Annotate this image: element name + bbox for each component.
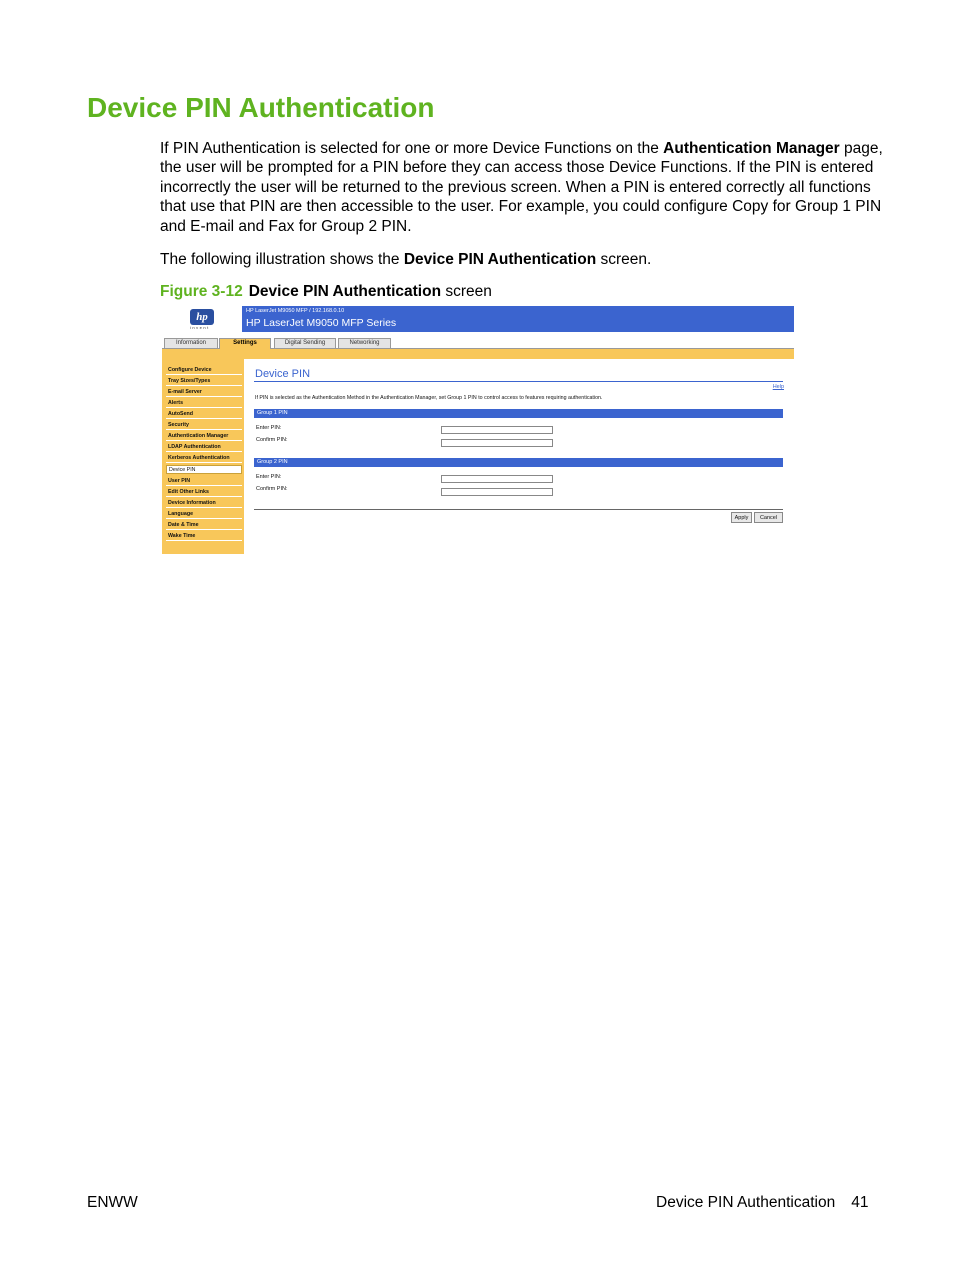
intro-text-2: page, the user will be prompted for a PIN before they can access those Device Functions. If the PIN is entered incorrectly the user will be returned to the previous screen. When a PIN is entered correctly all functions that use that PIN are then accessible to the user. For example, you could configure Copy for Group 1 PIN and E-mail and Fax for Group 2 PIN. xyxy=(160,140,883,235)
page-title: Device PIN Authentication xyxy=(87,92,435,123)
sidebar-item-date-time[interactable]: Date & Time xyxy=(166,521,242,530)
tab-information[interactable]: Information xyxy=(164,338,218,348)
illustration-bold: Device PIN Authentication xyxy=(403,251,597,268)
illustration-text-1: The following illustration shows the xyxy=(160,251,404,268)
group1-confirm-label: Confirm PIN: xyxy=(256,437,288,443)
group2-header: Group 2 PIN xyxy=(254,458,783,467)
sidebar-item-kerberos-authentication[interactable]: Kerberos Authentication xyxy=(166,454,242,463)
content-title: Device PIN xyxy=(255,368,311,380)
group1-enter-pin-input[interactable] xyxy=(441,426,553,434)
figure-caption xyxy=(160,283,492,301)
tab-digital-sending[interactable]: Digital Sending xyxy=(274,338,336,348)
intro-text-1: If PIN Authentication is selected for one or more Device Functions on the xyxy=(160,140,664,157)
group1-confirm-pin-input[interactable] xyxy=(441,439,553,447)
content-description: If PIN is selected as the Authentication Method in the Authentication Manager, set Group 1 PIN to control access to features requiring authentication. xyxy=(255,395,603,401)
banner-device-name: HP LaserJet M9050 MFP Series xyxy=(246,317,397,329)
group1-header: Group 1 PIN xyxy=(254,409,783,418)
sidebar-item-user-pin[interactable]: User PIN xyxy=(166,477,242,486)
intro-paragraph xyxy=(160,139,885,236)
sidebar xyxy=(162,359,244,554)
banner-ip: HP LaserJet M9050 MFP / 192.168.0.10 xyxy=(246,308,345,314)
sidebar-item-alerts[interactable]: Alerts xyxy=(166,399,242,408)
sidebar-item-email-server[interactable]: E-mail Server xyxy=(166,388,242,397)
group2-enter-pin-input[interactable] xyxy=(441,475,553,483)
group2-confirm-pin-input[interactable] xyxy=(441,488,553,496)
footer-right xyxy=(656,1194,868,1212)
help-link[interactable]: Help xyxy=(772,384,784,390)
sidebar-item-device-information[interactable]: Device Information xyxy=(166,499,242,508)
header-band xyxy=(162,349,794,359)
sidebar-item-security[interactable]: Security xyxy=(166,421,242,430)
illustration-paragraph xyxy=(160,250,885,269)
hp-logo-icon: hp xyxy=(190,309,214,325)
tab-settings[interactable]: Settings xyxy=(219,338,271,349)
title-divider xyxy=(254,381,783,382)
group2-confirm-label: Confirm PIN: xyxy=(256,486,288,492)
header-banner xyxy=(242,306,794,332)
page-number: 41 xyxy=(851,1194,869,1211)
sidebar-item-autosend[interactable]: AutoSend xyxy=(166,410,242,419)
figure-number: Figure 3-12 xyxy=(160,283,243,300)
embedded-screenshot xyxy=(162,306,794,554)
intro-bold: Authentication Manager xyxy=(663,140,840,157)
group2-enter-label: Enter PIN: xyxy=(256,474,282,480)
form-divider xyxy=(254,509,783,510)
group1-enter-label: Enter PIN: xyxy=(256,425,282,431)
cancel-button[interactable]: Cancel xyxy=(754,512,783,523)
sidebar-item-device-pin[interactable]: Device PIN xyxy=(166,465,242,474)
footer-section: Device PIN Authentication xyxy=(656,1194,836,1211)
figure-caption-bold: Device PIN Authentication xyxy=(248,283,442,300)
illustration-text-2: screen. xyxy=(596,251,652,268)
sidebar-item-configure-device[interactable]: Configure Device xyxy=(166,366,242,375)
sidebar-item-authentication-manager[interactable]: Authentication Manager xyxy=(166,432,242,441)
sidebar-item-edit-other-links[interactable]: Edit Other Links xyxy=(166,488,242,497)
tab-bar xyxy=(162,338,794,349)
tab-networking[interactable]: Networking xyxy=(338,338,391,348)
apply-button[interactable]: Apply xyxy=(731,512,752,523)
footer-left: ENWW xyxy=(87,1194,138,1211)
sidebar-item-language[interactable]: Language xyxy=(166,510,242,519)
sidebar-item-wake-time[interactable]: Wake Time xyxy=(166,532,242,541)
logo-area xyxy=(162,306,242,332)
sidebar-item-ldap-authentication[interactable]: LDAP Authentication xyxy=(166,443,242,452)
sidebar-item-tray-sizes[interactable]: Tray Sizes/Types xyxy=(166,377,242,386)
figure-caption-rest: screen xyxy=(441,283,492,300)
logo-tagline: invent xyxy=(190,325,210,330)
